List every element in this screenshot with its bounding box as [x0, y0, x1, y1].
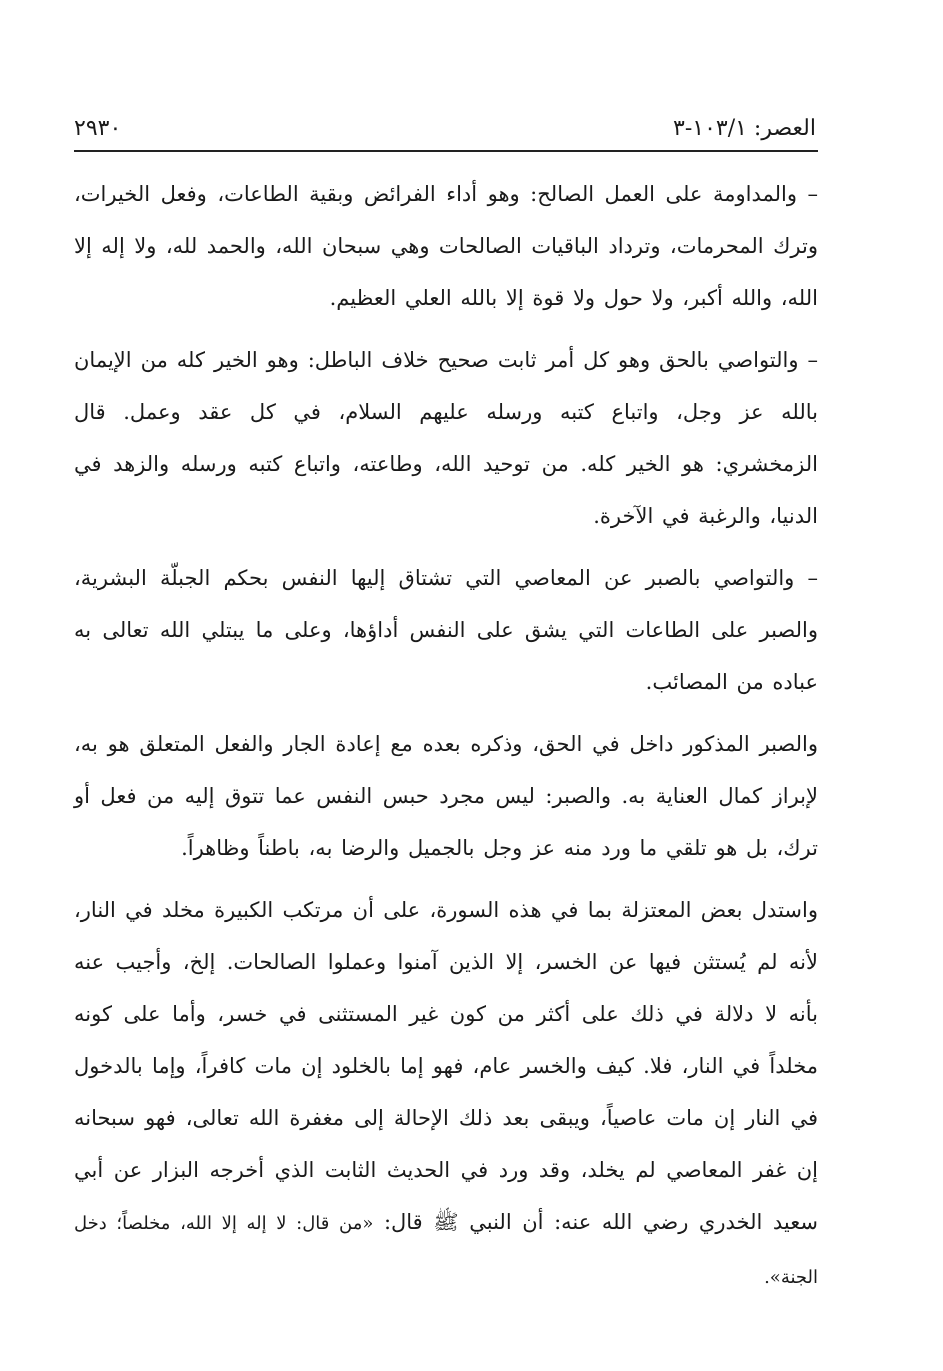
paragraph-1: – والمداومة على العمل الصالح: وهو أداء الفرائض وبقية الطاعات، وفعل الخيرات، وترك المحرمات، وترداد الباقيات الصالحات وهي سبحان الله، والحمد لله، ولا إله إلا الله، والله أكبر، ولا حول ولا قوة إلا بالله العلي العظيم.: [74, 168, 818, 324]
paragraph-3: – والتواصي بالصبر عن المعاصي التي تشتاق إليها النفس بحكم الجبلّة البشرية، والصبر على الطاعات التي يشق على النفس أداؤها، وعلى ما يبتلي الله تعالى به عباده من المصائب.: [74, 552, 818, 708]
paragraph-5-text: واستدل بعض المعتزلة بما في هذه السورة، على أن مرتكب الكبيرة مخلد في النار، لأنه لم يُستثن فيها عن الخسر، إلا الذين آمنوا وعملوا الصالحات. إلخ، وأجيب عنه بأنه لا دلالة في ذلك على أكثر من كون غير المستثنى في خسر، وأما على كونه مخلداً في النار، فلا. كيف والخسر عام، فهو إما بالخلود إن مات كافراً، وإما بالدخول في النار إن مات عاصياً، ويبقى بعد ذلك الإحالة إلى مغفرة الله تعالى، فهو سبحانه إن غفر المعاصي لم يخلد، وقد ورد في الحديث الثابت الذي أخرجه البزار عن أبي سعيد الخدري رضي الله عنه: أن النبي ﷺ قال:: [74, 898, 818, 1234]
page-body: [74, 168, 818, 1288]
hadith-quote: «من قال: لا إله إلا الله، مخلصاً؛ دخل الجنة».: [74, 1213, 818, 1288]
header-divider: [74, 150, 818, 152]
surah-reference: العصر: ١٠٣/١-٣: [672, 116, 816, 141]
paragraph-2: – والتواصي بالحق وهو كل أمر ثابت صحيح خلاف الباطل: وهو الخير كله من الإيمان بالله عز وجل، واتباع كتبه ورسله عليهم السلام، في كل عقد وعمل. قال الزمخشري: هو الخير كله. من توحيد الله، وطاعته، واتباع كتبه ورسله والزهد في الدنيا، والرغبة في الآخرة.: [74, 334, 818, 542]
page-number: ٢٩٣٠: [74, 116, 122, 141]
page-header: [74, 106, 816, 152]
paragraph-5: [74, 884, 818, 1304]
paragraph-4: والصبر المذكور داخل في الحق، وذكره بعده مع إعادة الجار والفعل المتعلق هو به، لإبراز كمال العناية به. والصبر: ليس مجرد حبس النفس عما تتوق إليه من فعل أو ترك، بل هو تلقي ما ورد منه عز وجل بالجميل والرضا به، باطناً وظاهراً.: [74, 732, 818, 860]
